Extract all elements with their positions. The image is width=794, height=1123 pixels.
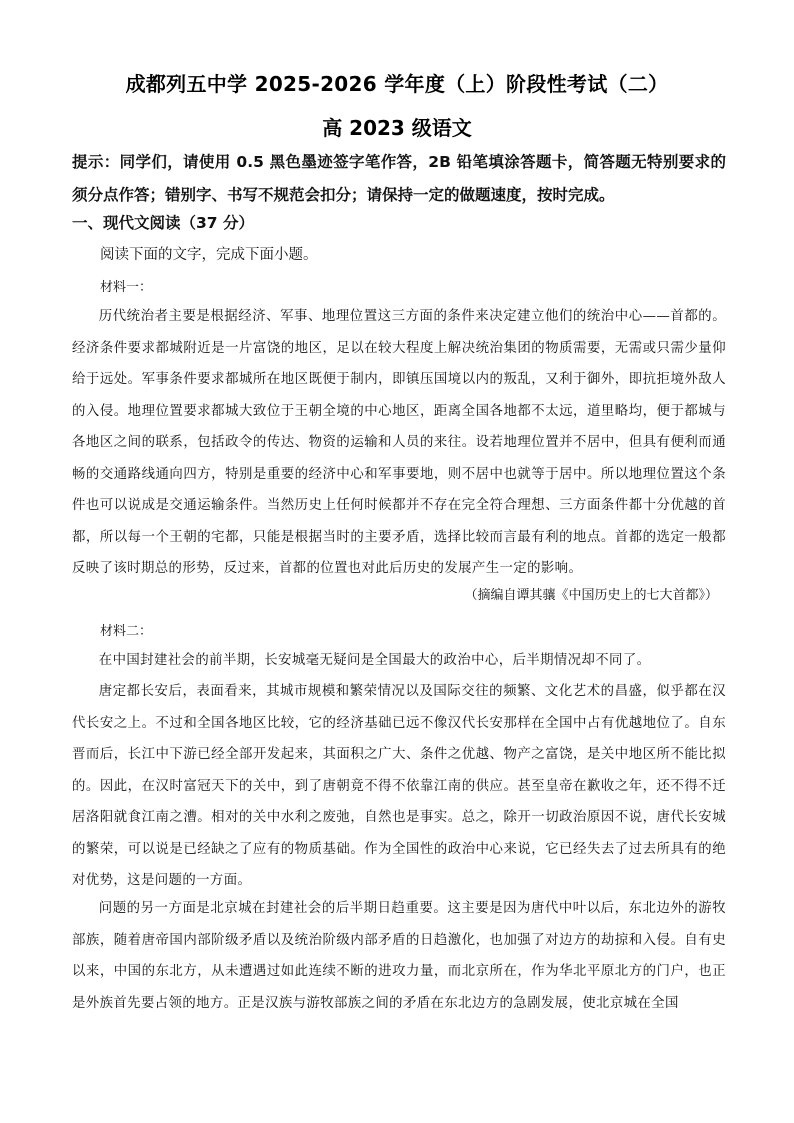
material-1-source: （摘编自谭其骧《中国历史上的七大首都》） [464,588,718,603]
exam-notice: 提示：同学们，请使用 0.5 黑色墨迹签字笔作答，2B 铅笔填涂答题卡，简答题无特别要求的须分点作答；错别字、书写不规范会扣分；请保持一定的做题速度，按时完成。 [72,153,726,204]
material-1-paragraph: 历代统治者主要是根据经济、军事、地理位置这三方面的条件来决定建立他们的统治中心——首都的。经济条件要求都城附近是一片富饶的地区，足以在较大程度上解决统治集团的物质需要，无需或只需少量仰给于远处。军事条件要求都城所在地区既便于制内，即镇压国境以内的叛乱，又利于御外，即抗拒境外敌人的入侵。地理位置要求都城大致位于王朝全境的中心地区，距离全国各地都不太远，道里略均，便于都城与各地区之间的联系，包括政令的传达、物资的运输和人员的来往。设若地理位置并不居中，但具有便利而通畅的交通路线通向四方，特别是重要的经济中心和军事要地，则不居中也就等于居中。所以地理位置这个条件也可以说成是交通运输条件。当然历史上任何时候都并不存在完全符合理想、三方面条件都十分优越的首都，所以每一个王朝的宅都，只能是根据当时的主要矛盾，选择比较而言最有利的地点。首都的选定一般都反映了该时期总的形势，反过来，首都的位置也对此后历史的发展产生一定的影响。 [72,309,726,576]
material-2-paragraph: 在中国封建社会的前半期，长安城毫无疑问是全国最大的政治中心，后半期情况却不同了。 [98,653,651,668]
exam-title: 成都列五中学 2025-2026 学年度（上）阶段性考试（二） [125,72,669,96]
section-heading: 一、现代文阅读（37 分） [72,214,254,232]
material-2-label: 材料二： [100,624,153,639]
exam-subtitle: 高 2023 级语文 [322,116,472,140]
material-1-label: 材料一： [100,280,153,295]
material-2-paragraph: 唐定都长安后，表面看来，其城市规模和繁荣情况以及国际交往的频繁、文化艺术的昌盛，似乎都在汉代长安之上。不过和全国各地区比较，它的经济基础已远不像汉代长安那样在全国中占有优越地位了。自东晋而后，长江中下游已经全部开发起来，其面积之广大、条件之优越、物产之富饶，是关中地区所不能比拟的。因此，在汉时富冠天下的关中，到了唐朝竟不得不依靠江南的供应。甚至皇帝在歉收之年，还不得不迁居洛阳就食江南之漕。相对的关中水利之废弛，自然也是事实。总之，除开一切政治原因不说，唐代长安城的繁荣，可以说是已经缺之了应有的物质基础。作为全国性的政治中心来说，它已经失去了过去所具有的绝对优势，这是问题的一方面。 [72,684,726,888]
section-instruction: 阅读下面的文字，完成下面小题。 [100,247,318,263]
material-2-paragraph: 问题的另一方面是北京城在封建社会的后半期日趋重要。这主要是因为唐代中叶以后，东北边外的游牧部族，随着唐帝国内部阶级矛盾以及统治阶级内部矛盾的日趋激化，也加强了对边方的劫掠和入侵。自有史以来，中国的东北方，从未遭遇过如此连续不断的进攻力量，而北京所在，作为华北平原北方的门户，也正是外族首先要占领的地方。正是汉族与游牧部族之间的矛盾在东北边方的急剧发展，使北京城在全国 [72,901,726,1011]
